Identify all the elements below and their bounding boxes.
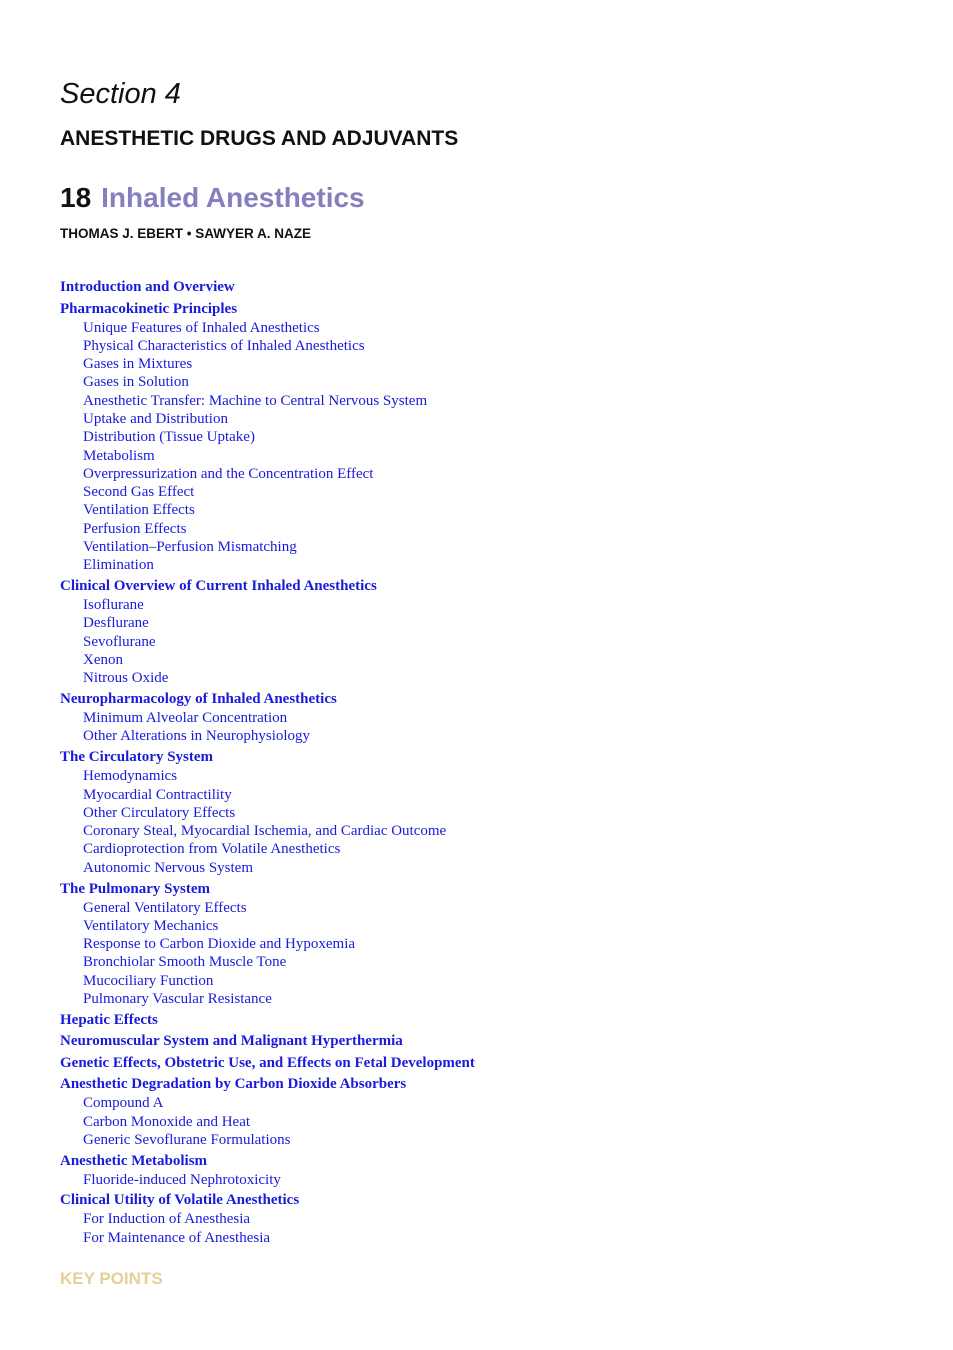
chapter-number: 18 bbox=[60, 182, 92, 213]
toc-sub-link[interactable]: Carbon Monoxide and Heat bbox=[83, 1113, 251, 1130]
toc-sub-link[interactable]: Uptake and Distribution bbox=[83, 410, 228, 427]
toc-sub-link[interactable]: Xenon bbox=[83, 652, 123, 669]
toc-main-link[interactable]: Clinical Overview of Current Inhaled Anesthetics bbox=[60, 578, 377, 595]
toc-sub-link[interactable]: Sevoflurane bbox=[83, 633, 156, 650]
toc-sub-link[interactable]: Coronary Steal, Myocardial Ischemia, and Cardiac Outcome bbox=[83, 823, 447, 840]
toc-sub-link[interactable]: Overpressurization and the Concentration Effect bbox=[83, 465, 374, 482]
toc-sub-link[interactable]: Ventilation Effects bbox=[83, 502, 195, 519]
toc-sub-link[interactable]: Perfusion Effects bbox=[83, 520, 187, 537]
section-title: ANESTHETIC DRUGS AND ADJUVANTS bbox=[60, 127, 459, 150]
toc-sub-link[interactable]: Second Gas Effect bbox=[83, 484, 195, 501]
toc-sub-link[interactable]: Ventilation–Perfusion Mismatching bbox=[83, 539, 297, 556]
section-label: Section 4 bbox=[60, 78, 181, 110]
toc-main-link[interactable]: Neuromuscular System and Malignant Hyperthermia bbox=[60, 1033, 403, 1050]
toc-sub-link[interactable]: Other Circulatory Effects bbox=[83, 804, 236, 821]
toc-sub-link[interactable]: Generic Sevoflurane Formulations bbox=[83, 1131, 291, 1148]
toc-main-link[interactable]: Clinical Utility of Volatile Anesthetics bbox=[60, 1192, 300, 1209]
toc-sub-link[interactable]: Pulmonary Vascular Resistance bbox=[83, 991, 272, 1007]
toc-sub-link[interactable]: Hemodynamics bbox=[83, 768, 178, 785]
toc-sub-link[interactable]: Elimination bbox=[83, 557, 154, 574]
toc-sub-link[interactable]: Physical Characteristics of Inhaled Anesthetics bbox=[83, 337, 365, 354]
toc-sub-link[interactable]: Autonomic Nervous System bbox=[83, 859, 253, 876]
toc-sub-link[interactable]: Mucociliary Function bbox=[83, 972, 214, 989]
chapter-title: Inhaled Anesthetics bbox=[101, 182, 365, 213]
chapter-opening-page bbox=[60, 72, 920, 1291]
toc-sub-link[interactable]: Bronchiolar Smooth Muscle Tone bbox=[83, 954, 287, 971]
toc-sub-link[interactable]: Unique Features of Inhaled Anesthetics bbox=[83, 319, 320, 336]
toc-sub-link[interactable]: General Ventilatory Effects bbox=[83, 899, 247, 916]
chapter-authors: THOMAS J. EBERT • SAWYER A. NAZE bbox=[60, 226, 311, 241]
toc-main-link[interactable]: Hepatic Effects bbox=[60, 1011, 158, 1028]
toc-sub-link[interactable]: Distribution (Tissue Uptake) bbox=[83, 429, 255, 446]
toc-sub-link[interactable]: Nitrous Oxide bbox=[83, 670, 169, 687]
toc-sub-link[interactable]: Response to Carbon Dioxide and Hypoxemia bbox=[83, 936, 356, 953]
toc-main-link[interactable]: Genetic Effects, Obstetric Use, and Effects on Fetal Development bbox=[60, 1054, 475, 1071]
toc-sub-link[interactable]: Other Alterations in Neurophysiology bbox=[83, 728, 311, 745]
table-of-contents bbox=[60, 278, 920, 1247]
toc-main-link[interactable]: The Pulmonary System bbox=[60, 880, 210, 897]
toc-sub-link[interactable]: For Maintenance of Anesthesia bbox=[83, 1229, 271, 1246]
toc-main-link[interactable]: Anesthetic Metabolism bbox=[60, 1152, 208, 1169]
toc-main-link[interactable]: Introduction and Overview bbox=[60, 279, 235, 295]
toc-main-link[interactable]: Neuropharmacology of Inhaled Anesthetics bbox=[60, 691, 337, 708]
toc-sub-link[interactable]: Minimum Alveolar Concentration bbox=[83, 710, 288, 727]
toc-sub-link[interactable]: Ventilatory Mechanics bbox=[83, 917, 219, 934]
key-points-heading: KEY POINTS bbox=[60, 1269, 163, 1289]
toc-sub-link[interactable]: Desflurane bbox=[83, 615, 149, 632]
toc-sub-link[interactable]: Gases in Mixtures bbox=[83, 356, 193, 373]
toc-sub-link[interactable]: For Induction of Anesthesia bbox=[83, 1211, 251, 1228]
toc-main-link[interactable]: The Circulatory System bbox=[60, 749, 214, 766]
toc-sub-link[interactable]: Cardioprotection from Volatile Anesthetics bbox=[83, 841, 341, 858]
toc-sub-link[interactable]: Gases in Solution bbox=[83, 374, 189, 391]
chapter-heading bbox=[60, 178, 920, 218]
toc-sub-link[interactable]: Myocardial Contractility bbox=[83, 786, 232, 803]
toc-sub-link[interactable]: Compound A bbox=[83, 1095, 164, 1112]
toc-main-link[interactable]: Anesthetic Degradation by Carbon Dioxide Absorbers bbox=[60, 1076, 407, 1093]
toc-main-link[interactable]: Pharmacokinetic Principles bbox=[60, 300, 238, 317]
toc-sub-link[interactable]: Metabolism bbox=[83, 447, 155, 464]
toc-sub-link[interactable]: Fluoride-induced Nephrotoxicity bbox=[83, 1171, 281, 1188]
toc-sub-link[interactable]: Anesthetic Transfer: Machine to Central Nervous System bbox=[83, 392, 428, 409]
toc-sub-link[interactable]: Isoflurane bbox=[83, 597, 144, 614]
